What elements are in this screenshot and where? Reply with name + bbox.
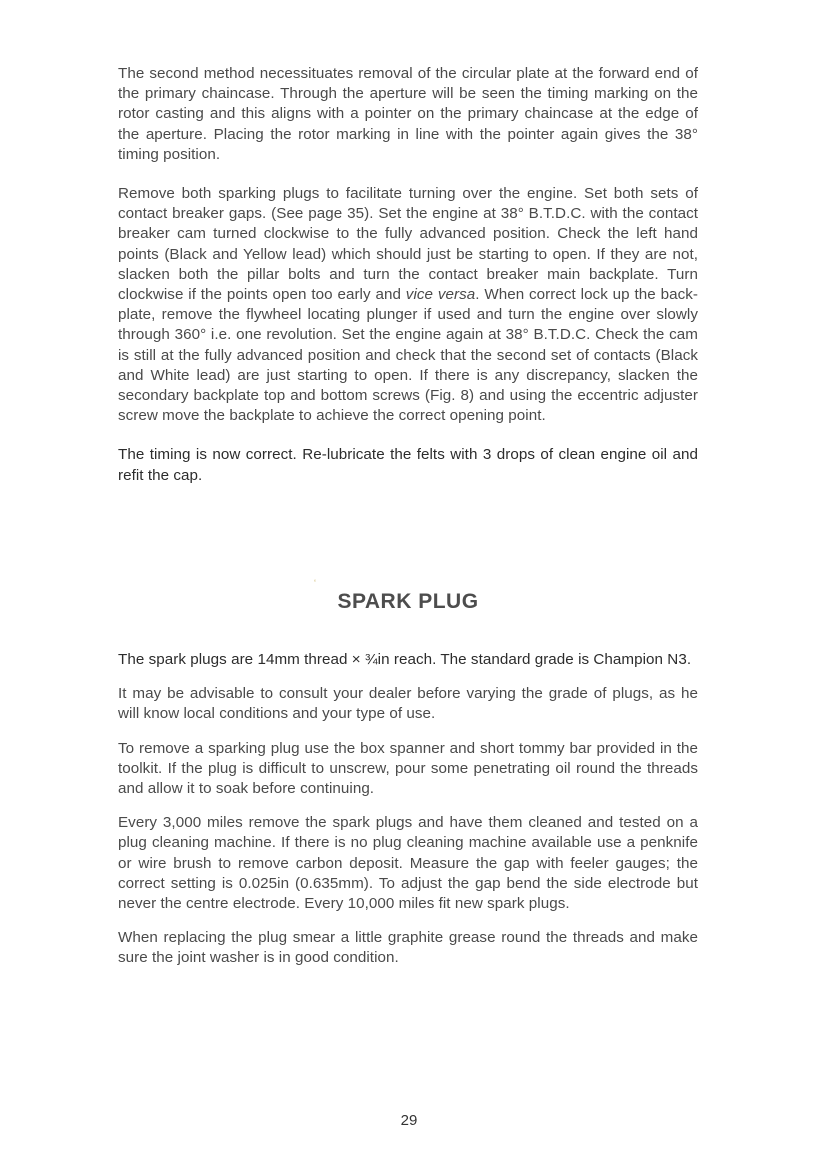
paragraph-plug-grade-advice: It may be advisable to consult your dealer before varying the grade of plugs, as he will know local conditions and your type of use. <box>118 685 698 723</box>
page-content <box>118 64 698 967</box>
print-speck-mark: ʻ <box>314 578 316 588</box>
spark-plug-section <box>118 650 698 969</box>
paragraph-timing-method-two: The second method necessituates removal of the circular plate at the forward end of the primary chaincase. Through the aperture will be seen the timing marking on the rotor casting and this aligns with a pointer on the primary chaincase at the edge of the aperture. Placing the rotor marking in line with the pointer again gives the 38° timing position. <box>118 65 698 163</box>
paragraph-plug-maintenance: Every 3,000 miles remove the spark plugs and have them cleaned and tested on a plug cleaning machine. If there is no plug cleaning machine available use a penknife or wire brush to remove carbon deposit. Measure the gap with feeler gauges; the correct setting is 0.025in (0.635mm). To adjust the gap bend the side electrode but never the centre electrode. Every 10,000 miles fit new spark plugs. <box>118 814 698 913</box>
paragraph-contact-breaker-setting <box>118 184 698 426</box>
paragraph-contact-breaker-part-1: Remove both sparking plugs to facilitate turning over the engine. Set both sets of contact breaker gaps. (See page 35). Set the engine at 38° B.T.D.C. with the contact breaker cam turned clockwise to the fully advanced position. Check the left hand points (Black and Yellow lead) which should just be starting to open. If they are not, slacken both the pillar bolts and turn the contact breaker main backplate. Turn clockwise if the points open too early and <box>118 185 698 304</box>
paragraph-plug-removal: To remove a sparking plug use the box spanner and short tommy bar provided in the toolkit. If the plug is difficult to unscrew, pour some penetrating oil round the threads and allow it to soak before continuing. <box>118 739 698 798</box>
paragraph-timing-correct: The timing is now correct. Re-lubricate the felts with 3 drops of clean engine oil and refit the cap. <box>118 446 698 484</box>
paragraph-plug-replacement: When replacing the plug smear a little graphite grease round the threads and make sure the joint washer is in good condition. <box>118 929 698 967</box>
italic-vice-versa: vice versa <box>405 286 476 304</box>
paragraph-contact-breaker-part-2: . When correct lock up the back-plate, remove the flywheel locating plunger if used and turn the engine over slowly through 360° i.e. one revolution. Set the engine again at 38° B.T.D.C. Check the cam is still at the fully advanced position and check that the second set of contacts (Black and White lead) are just starting to open. If there is any discrepancy, slacken the secondary backplate top and bottom screws (Fig. 8) and using the eccentric adjuster screw move the backplate to achieve the correct opening point. <box>118 286 698 425</box>
section-heading-spark-plug: SPARK PLUG <box>337 590 479 613</box>
paragraph-plug-spec: The spark plugs are 14mm thread × ¾in reach. The standard grade is Champion N3. <box>118 651 692 668</box>
page-number: 29 <box>400 1112 418 1129</box>
